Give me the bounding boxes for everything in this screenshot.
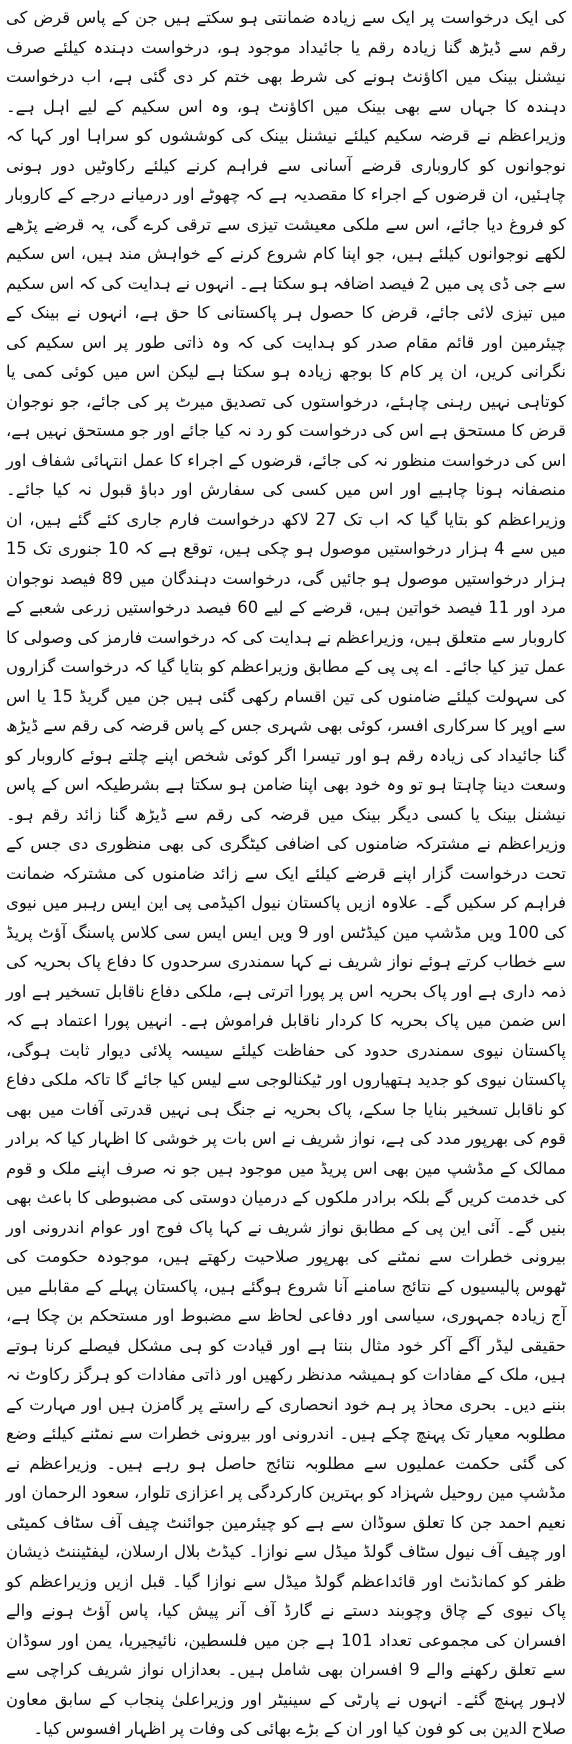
- article-body-text: کی ایک درخواست پر ایک سے زیادہ ضمانتی ہو سکتے ہیں جن کے پاس قرض کی رقم سے ڈیڑھ گنا زیادہ رقم یا جائیداد موجود ہو، درخواست دہندہ کیلئے صرف نیشنل بینک میں اکاؤنٹ ہونے کی شرط بھی ختم کر دی گئی ہے، اب درخواست دہندہ کا جہاں سے بھی بینک میں اکاؤنٹ ہو، وہ اس سکیم کے لیے اہل ہے۔ وزیراعظم نے قرضہ سکیم کیلئے نیشنل بینک کی کوششوں کو سراہا اور کہا کہ نوجوانوں کو کاروباری قرضے آسانی سے فراہم کرنے کیلئے رکاوٹیں دور ہونی چاہئیں، ان قرضوں کے اجراء کا مقصدیہ ہے کہ چھوٹے اور درمیانے درجے کے کاروبار کو فروغ دیا جائے، اس سے ملکی معیشت تیزی سے ترقی کرے گی، یہ قرضے پڑھے لکھے نوجوانوں کیلئے ہیں، جو اپنا کام شروع کرنے کے خواہش مند ہیں، اس سکیم سے جی ڈی پی میں 2 فیصد اضافہ ہو سکتا ہے۔ انہوں نے ہدایت کی کہ اس سکیم میں تیزی لائی جائے، قرض کا حصول ہر پاکستانی کا حق ہے، انہوں نے بینک کے چیئرمین اور قائم مقام صدر کو ہدایت کی کہ وہ ذاتی طور پر اس سکیم کی نگرانی کریں، ان پر کام کا بوجھ زیادہ ہو سکتا ہے لیکن اس میں کوئی کمی یا کوتاہی نہیں رہنی چاہئے، درخواستوں کی تصدیق میرٹ پر کی جائے، جو نوجوان قرض کا مستحق ہے اس کی درخواست کو رد نہ کیا جائے اور جو مستحق نہیں ہے، اس کی درخواست منظور نہ کی جائے، قرضوں کے اجراء کا عمل انتہائی شفاف اور منصفانہ ہونا چاہیے اور اس میں کسی کی سفارش اور دباؤ قبول نہ کیا جائے۔ وزیراعظم کو بتایا گیا کہ اب تک 27 لاکھ درخواست فارم جاری کئے گئے ہیں، ان میں سے 4 ہزار درخواستیں موصول ہو چکی ہیں، توقع ہے کہ 10 جنوری تک 15 ہزار درخواستیں موصول ہو جائیں گی، درخواست دہندگان میں 89 فیصد نوجوان مرد اور 11 فیصد خواتین ہیں، قرضے کے لیے 60 فیصد درخواستیں زرعی شعبے کے کاروبار سے متعلق ہیں، وزیراعظم نے ہدایت کی کہ درخواست فارمز کی وصولی کا عمل تیز کیا جائے۔ اے پی پی کے مطابق وزیراعظم کو بتایا گیا کہ درخواست گزاروں کی سہولت کیلئے ضامنوں کی تین اقسام رکھی گئی ہیں جن میں گریڈ 15 یا اس سے اوپر کا سرکاری افسر، کوئی بھی شہری جس کے پاس قرضہ کی رقم سے ڈیڑھ گنا جائیداد کی زیادہ رقم ہو اور تیسرا اگر کوئی شخص اپنے چلتے ہوئے کاروبار کو وسعت دینا چاہتا ہو تو وہ خود بھی اپنا ضامن ہو سکتا ہے بشرطیکہ اس کے پاس نیشنل بینک یا کسی دیگر بینک میں قرضہ کی رقم سے ڈیڑھ گنا زائد رقم ہو۔ وزیراعظم نے مشترکہ ضامنوں کی اضافی کیٹگری کی بھی منظوری دی جس کے تحت درخواست گزار اپنے قرضے کیلئے ایک سے زائد ضامنوں کی مشترکہ ضمانت فراہم کر سکیں گے۔ علاوہ ازیں پاکستان نیول اکیڈمی پی این ایس رہبر میں نیوی کی 100 ویں مڈشپ مین کیڈٹس اور 9 ویں ایس ایس سی کلاس پاسنگ آؤٹ پریڈ سے خطاب کرتے ہوئے نواز شریف نے کہا سمندری سرحدوں کا دفاع پاک بحریہ کی ذمہ داری ہے اور پاک بحریہ اس پر پورا اترتی ہے، ملکی دفاع ناقابل تسخیر ہے اور اس ضمن میں پاک بحریہ کا کردار ناقابل فراموش ہے۔ انہیں پورا اعتماد ہے کہ پاکستان نیوی سمندری حدود کی حفاظت کیلئے سیسہ پلائی دیوار ثابت ہوگی، پاکستان نیوی کو جدید ہتھیاروں اور ٹیکنالوجی سے لیس کیا جائے گا تاکہ ملکی دفاع کو ناقابل تسخیر بنایا جا سکے، پاک بحریہ نے جنگ ہی نہیں قدرتی آفات میں بھی قوم کی بھرپور مدد کی ہے، نواز شریف نے اس بات پر خوشی کا اظہار کیا کہ برادر ممالک کے مڈشپ مین بھی اس پریڈ میں موجود ہیں جو نہ صرف اپنے ملک و قوم کی خدمت کریں گے بلکہ برادر ملکوں کے درمیان دوستی کی مضبوطی کا باعث بھی بنیں گے۔ آئی این پی کے مطابق نواز شریف نے کہا پاک فوج اور عوام اندرونی اور بیرونی خطرات سے نمٹنے کی بھرپور صلاحیت رکھتے ہیں، موجودہ حکومت کی ٹھوس پالیسیوں کے نتائج سامنے آنا شروع ہوگئے ہیں، پاکستان پہلے کے مقابلے میں آج زیادہ جمہوری، سیاسی اور دفاعی لحاظ سے مضبوط اور مستحکم بن چکا ہے، حقیقی لیڈر آگے آکر خود مثال بنتا ہے اور قیادت کو ہی مشکل فیصلے کرنا ہوتے ہیں، ملک کے مفادات کو ہمیشہ مدنظر رکھیں اور ذاتی مفادات کو ہرگز رکاوٹ نہ بننے دیں۔ بحری محاذ پر ہم خود انحصاری کے راستے پر گامزن ہیں اور مہارت کے مطلوبہ معیار تک پہنچ چکے ہیں۔ اندرونی اور بیرونی خطرات سے نمٹنے کیلئے وضع کی گئی حکمت عملیوں سے مطلوبہ نتائج حاصل ہو رہے ہیں۔ وزیراعظم نے مڈشپ مین روحیل شہزاد کو بہترین کارکردگی پر اعزازی تلوار، سعود الرحمان اور نعیم احمد جن کا تعلق سوڈان سے ہے کو چیئرمین جوائنٹ چیف آف سٹاف کمیٹی اور چیف آف نیول سٹاف گولڈ میڈل سے نوازا۔ کیڈٹ بلال ارسلان، لیفٹیننٹ ذیشان ظفر کو کمانڈنٹ اور قائداعظم گولڈ میڈل سے نوازا گیا۔ قبل ازیں وزیراعظم کو پاک نیوی کے چاق وچوبند دستے نے گارڈ آف آنر پیش کیا، پاس آؤٹ ہونے والے افسران کی مجموعی تعداد 101 ہے جن میں فلسطین، نائیجیریا، یمن اور سوڈان سے تعلق رکھنے والے 9 افسران بھی شامل ہیں۔ بعدازاں نواز شریف کراچی سے لاہور پہنچ گئے۔ انہوں نے پارٹی کے سینیٹر اور وزیراعلیٰ پنجاب کے سابق معاون صلاح الدین بی کو فون کیا اور ان کے بڑے بھائی کی وفات پر اظہار افسوس کیا۔: [6, 8, 567, 1738]
